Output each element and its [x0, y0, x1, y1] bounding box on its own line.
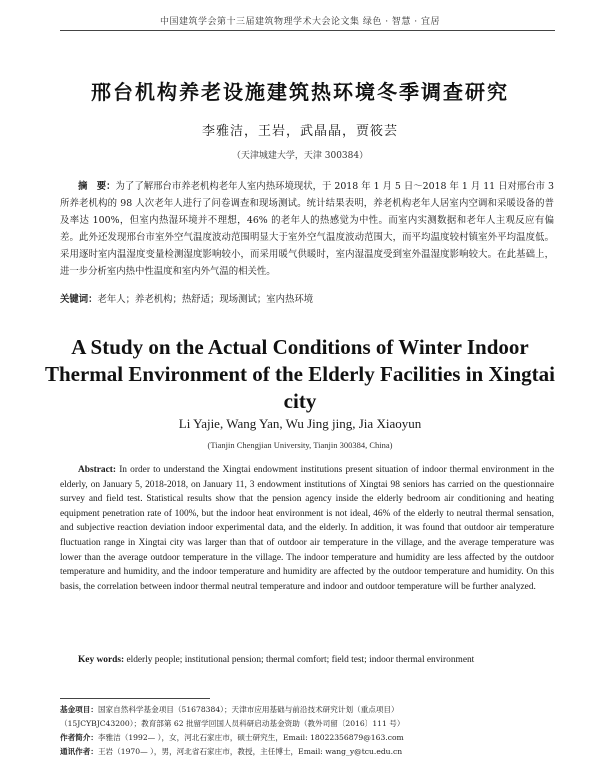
chinese-authors: 李雅洁，王岩，武晶晶，贾筱芸 [201, 124, 398, 139]
corresponding-author-note [60, 745, 554, 759]
chinese-keywords-label: 关键词： [60, 294, 98, 305]
author-text: 李雅洁（1992— ），女，河北石家庄市，硕士研究生，Email: 18022356879@163.com [97, 733, 404, 742]
chinese-abstract [60, 178, 554, 280]
author-label: 作者简介： [60, 733, 98, 742]
footnote-rule [60, 698, 210, 699]
chinese-keywords [60, 291, 554, 305]
english-keywords-label: Key words: [78, 655, 125, 665]
corresponding-text: 王岩（1970— ），男，河北省石家庄市，教授，主任博士，Email: wang_y@tcu.edu.cn [97, 747, 403, 756]
english-abstract-text: In order to understand the Xingtai endowment institutions present situation of indoor thermal environment in the elderly, on January 5, 2018-2018, on January 11, 3 endowment institutions of Xingtai 98 seniors has carried on the questionnaire survey and field test. Statistical results show that the pension agency inside the elderly bedroom air conditioning and heating equipment penetration rate of 100%, but the indoor heat environment is not ideal, 46% of the elderly to neutral thermal sensation, and subjective reaction deviation indoor experimental data, and the elderly. In addition, it was found that outdoor air temperature fluctuation range in Xingtai city was larger than that of outdoor air temperature in the village, and the average temperature was lower than the average outdoor temperature in the village. The indoor temperature and humidity are less affected by the outdoor temperature and humidity, and the indoor temperature and humidity are affected by the outdoor temperature and humidity. On this basis, the correlation between indoor thermal neutral temperature and indoor and outdoor temperature will be further analyzed. [60, 465, 555, 592]
funding-note [60, 703, 554, 717]
english-keywords [60, 653, 554, 668]
running-head: 中国建筑学会第十三届建筑物理学术大会论文集 绿色 · 智慧 · 宜居 [159, 17, 441, 27]
english-keywords-text: elderly people; institutional pension; thermal comfort; field test; indoor thermal environment [126, 655, 475, 665]
author-note [60, 731, 554, 745]
funding-text: 国家自然科学基金项目（51678384）；天津市应用基础与前沿技术研究计划（重点项目） [97, 705, 399, 714]
chinese-affiliation: （天津城建大学，天津 300384） [231, 151, 369, 161]
funding-label: 基金项目： [60, 705, 98, 714]
corresponding-label: 通讯作者： [60, 747, 98, 756]
english-abstract [60, 463, 554, 594]
english-affiliation: (Tianjin Chengjian University, Tianjin 300384, China) [207, 440, 393, 450]
english-abstract-label: Abstract: [78, 465, 117, 475]
chinese-keywords-text: 老年人；养老机构；热舒适；现场测试；室内热环境 [97, 294, 314, 305]
footnotes [60, 703, 554, 759]
chinese-abstract-label: 摘 要： [78, 181, 116, 192]
funding-note-continued: （15JCYBJC43200）；教育部第 62 批留学回国人员科研启动基金资助（教外司留〔2016〕111 号） [60, 719, 405, 728]
chinese-abstract-text: 为了了解邢台市养老机构老年人室内热环境现状，于 2018 年 1 月 5 日～2018 年 1 月 11 日对邢台市 3 所养老机构的 98 人次老年人进行了问卷调查和现场测试。统计结果表明，养老机构老年人居室内空调和采暖设备的普及率达 100%，但室内热湿环境并不理想，46% 的老年人的热感觉为中性。而室内实测数据和老年人主观反应有偏差。此外还发现邢台市室外空气温度波动范围明显大于室外空气温度波动范围大，而平均温度较村镇室外平均温度低。采用逐时室内温湿度变量检测湿度影响较小，而采用暖气供暖时，室内湿温度受到室外温湿度影响较大。在此基础上，进一步分析室内热中性温度和室内外气温的相关性。 [60, 181, 554, 277]
header-rule [60, 30, 555, 31]
chinese-title: 邢台机构养老设施建筑热环境冬季调查研究 [91, 80, 509, 104]
english-authors: Li Yajie, Wang Yan, Wu Jing jing, Jia Xiaoyun [178, 416, 422, 431]
english-title: A Study on the Actual Conditions of Winter Indoor Thermal Environment of the Elderly Facilities in Xingtai city [44, 335, 555, 413]
